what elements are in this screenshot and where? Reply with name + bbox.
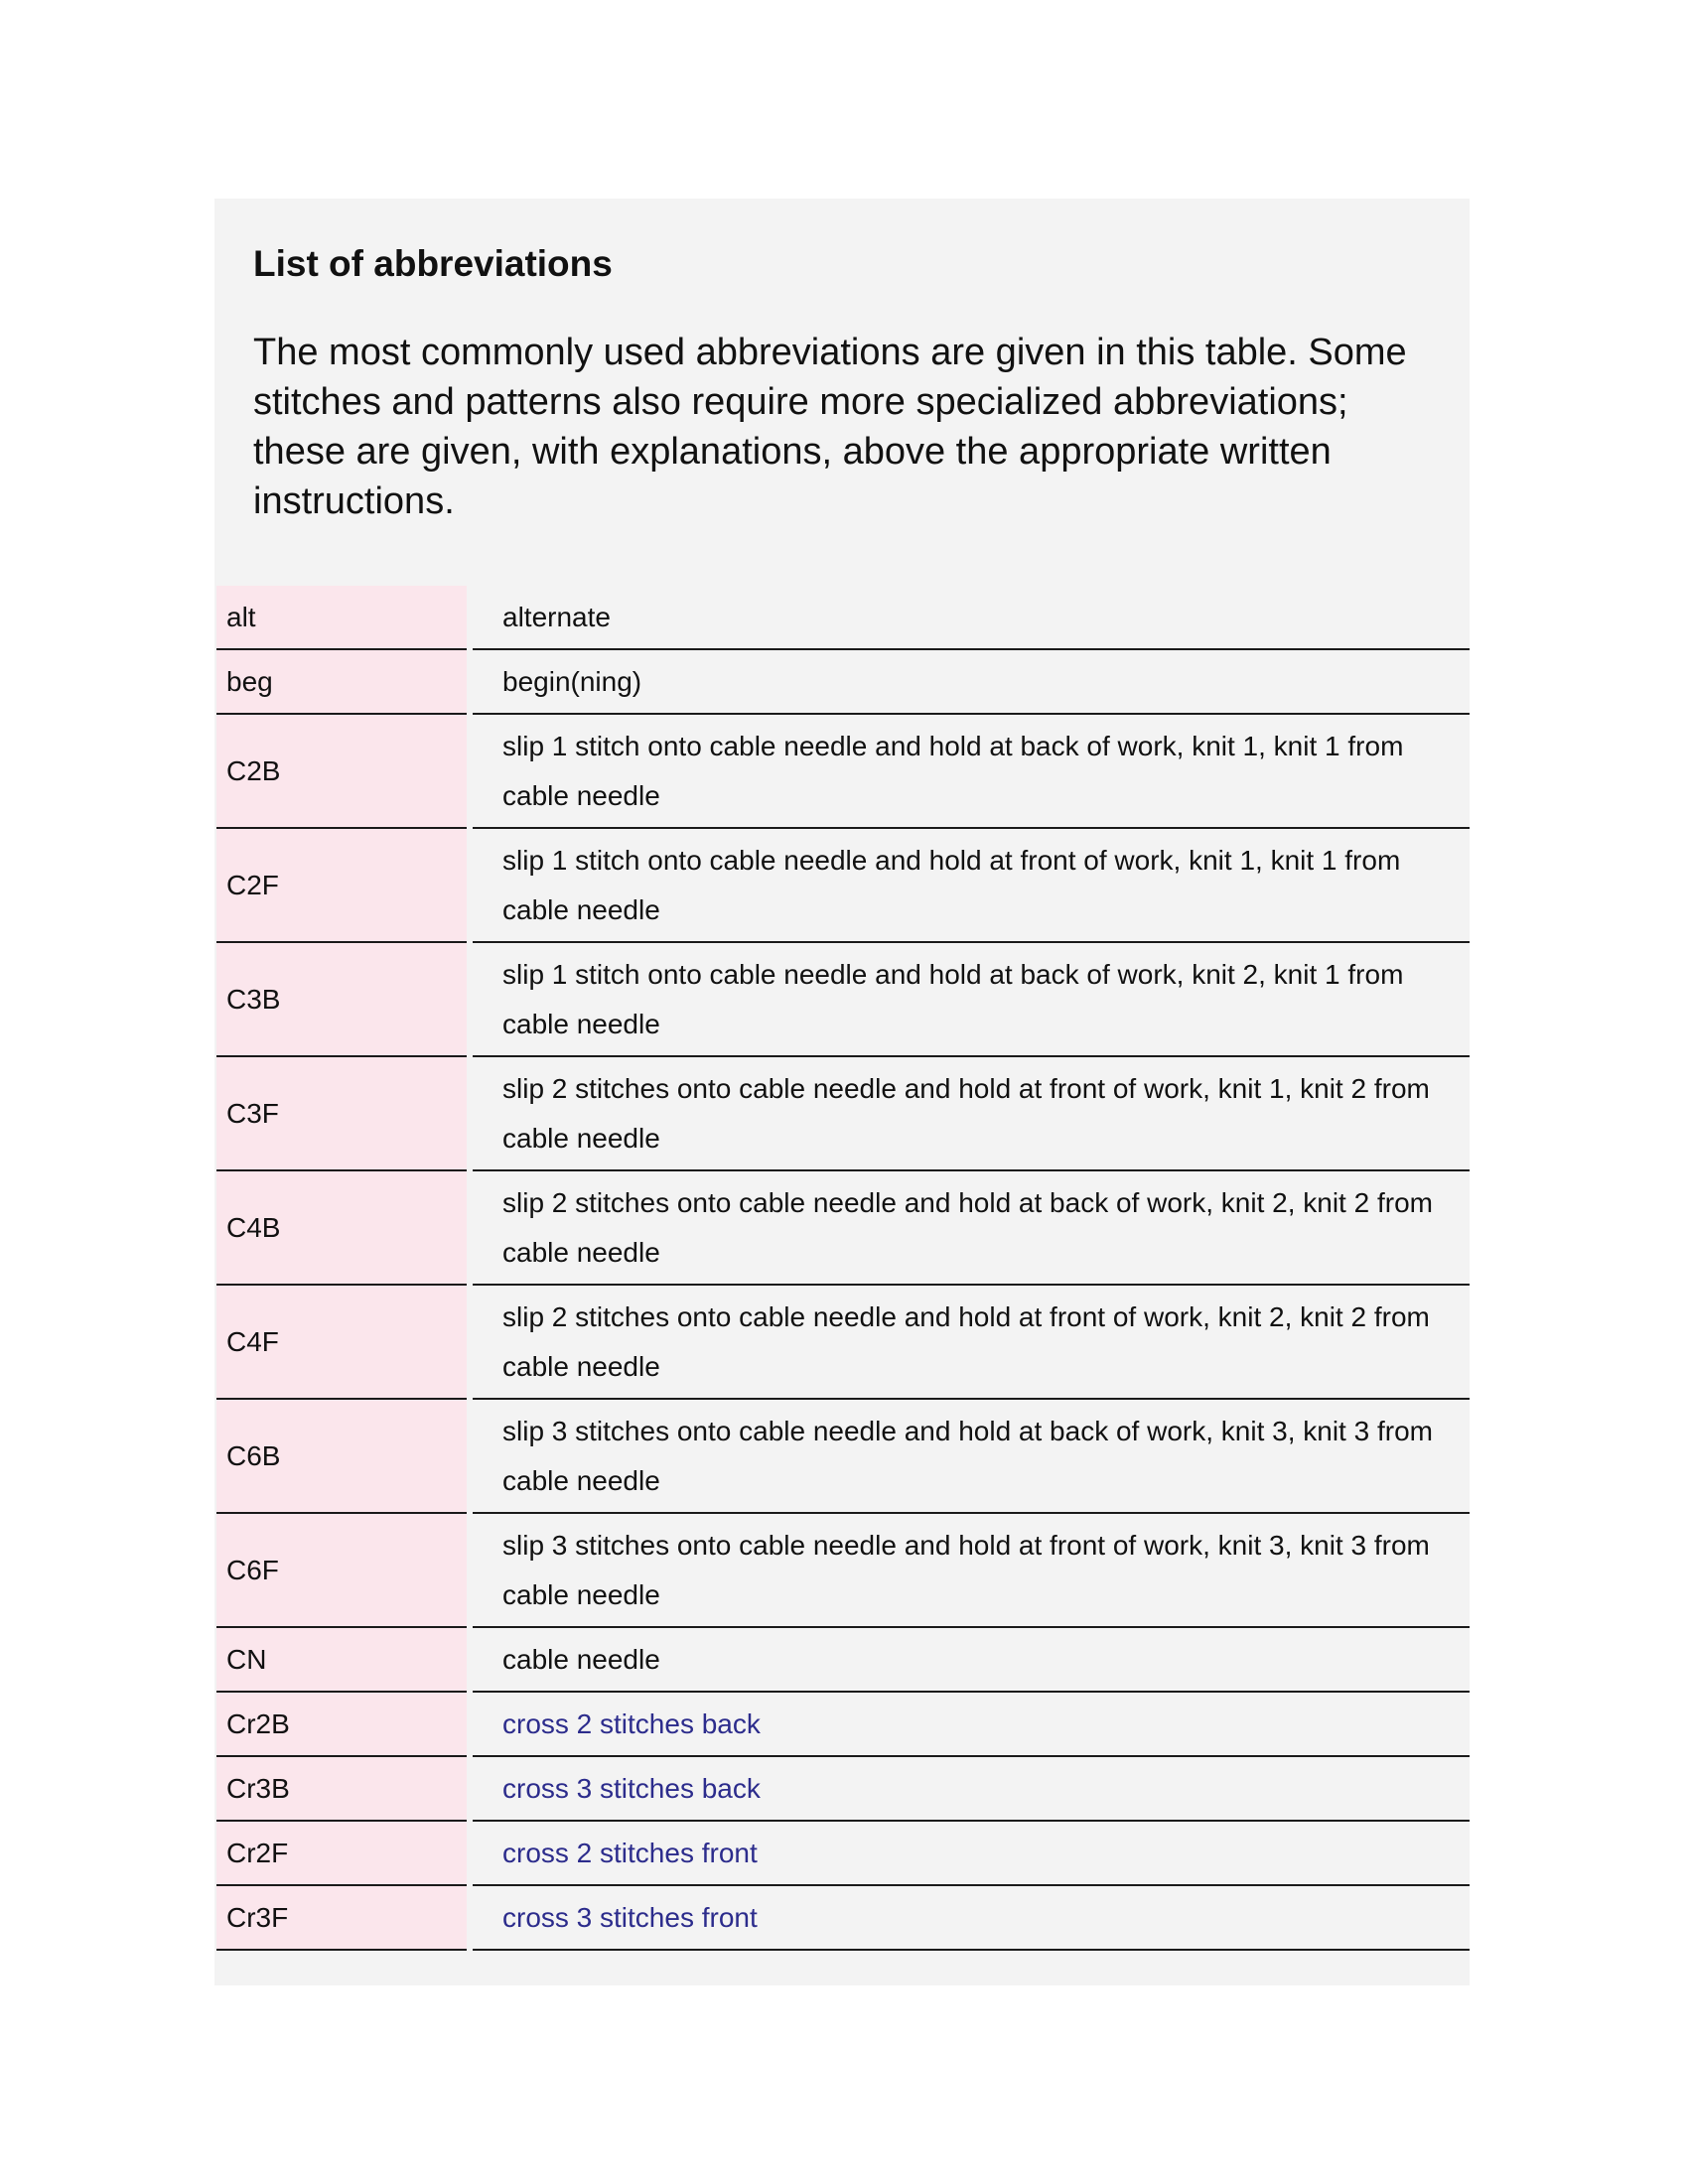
abbreviation-cell: CN bbox=[216, 1628, 467, 1693]
table-row bbox=[216, 1822, 1470, 1886]
meaning-link[interactable]: cross 3 stitches back bbox=[473, 1757, 1470, 1822]
abbreviation-cell: C2B bbox=[216, 715, 467, 829]
meaning-cell: slip 2 stitches onto cable needle and hold at back of work, knit 2, knit 2 from cable needle bbox=[473, 1171, 1470, 1286]
abbreviation-cell: C4F bbox=[216, 1286, 467, 1400]
abbreviation-cell: C2F bbox=[216, 829, 467, 943]
page-title: List of abbreviations bbox=[253, 243, 613, 284]
meaning-cell: slip 3 stitches onto cable needle and hold at back of work, knit 3, knit 3 from cable needle bbox=[473, 1400, 1470, 1514]
meaning-cell: slip 1 stitch onto cable needle and hold at back of work, knit 2, knit 1 from cable needle bbox=[473, 943, 1470, 1057]
table-row bbox=[216, 1628, 1470, 1693]
table-row bbox=[216, 1757, 1470, 1822]
meaning-cell: cable needle bbox=[473, 1628, 1470, 1693]
abbreviation-cell: Cr2B bbox=[216, 1693, 467, 1757]
meaning-cell: slip 1 stitch onto cable needle and hold at front of work, knit 1, knit 1 from cable needle bbox=[473, 829, 1470, 943]
meaning-cell: slip 3 stitches onto cable needle and hold at front of work, knit 3, knit 3 from cable needle bbox=[473, 1514, 1470, 1628]
table-row bbox=[216, 1693, 1470, 1757]
abbreviations-panel bbox=[214, 199, 1470, 1985]
table-row bbox=[216, 586, 1470, 650]
abbreviation-cell: C3F bbox=[216, 1057, 467, 1171]
meaning-link[interactable]: cross 2 stitches back bbox=[473, 1693, 1470, 1757]
table-row bbox=[216, 715, 1470, 829]
intro-paragraph: The most commonly used abbreviations are given in this table. Some stitches and patterns also require more specialized abbreviations; these are given, with explanations, above the appropriate written instructions. bbox=[253, 332, 1407, 522]
meaning-cell: alternate bbox=[473, 586, 1470, 650]
meaning-cell: begin(ning) bbox=[473, 650, 1470, 715]
abbreviations-table bbox=[211, 586, 1476, 1951]
abbreviation-cell: C6B bbox=[216, 1400, 467, 1514]
meaning-link[interactable]: cross 3 stitches front bbox=[473, 1886, 1470, 1951]
meaning-cell: slip 1 stitch onto cable needle and hold at back of work, knit 1, knit 1 from cable needle bbox=[473, 715, 1470, 829]
abbreviation-cell: beg bbox=[216, 650, 467, 715]
meaning-cell: slip 2 stitches onto cable needle and hold at front of work, knit 1, knit 2 from cable needle bbox=[473, 1057, 1470, 1171]
table-row bbox=[216, 1400, 1470, 1514]
table-row bbox=[216, 829, 1470, 943]
table-row bbox=[216, 650, 1470, 715]
abbreviation-cell: Cr2F bbox=[216, 1822, 467, 1886]
table-row bbox=[216, 1886, 1470, 1951]
abbreviation-cell: C6F bbox=[216, 1514, 467, 1628]
abbreviation-cell: Cr3F bbox=[216, 1886, 467, 1951]
table-row bbox=[216, 1057, 1470, 1171]
abbreviation-cell: C4B bbox=[216, 1171, 467, 1286]
abbreviation-cell: Cr3B bbox=[216, 1757, 467, 1822]
table-row bbox=[216, 1514, 1470, 1628]
meaning-cell: slip 2 stitches onto cable needle and hold at front of work, knit 2, knit 2 from cable needle bbox=[473, 1286, 1470, 1400]
abbreviation-cell: C3B bbox=[216, 943, 467, 1057]
table-row bbox=[216, 1171, 1470, 1286]
abbreviation-cell: alt bbox=[216, 586, 467, 650]
table-row bbox=[216, 943, 1470, 1057]
table-row bbox=[216, 1286, 1470, 1400]
meaning-link[interactable]: cross 2 stitches front bbox=[473, 1822, 1470, 1886]
